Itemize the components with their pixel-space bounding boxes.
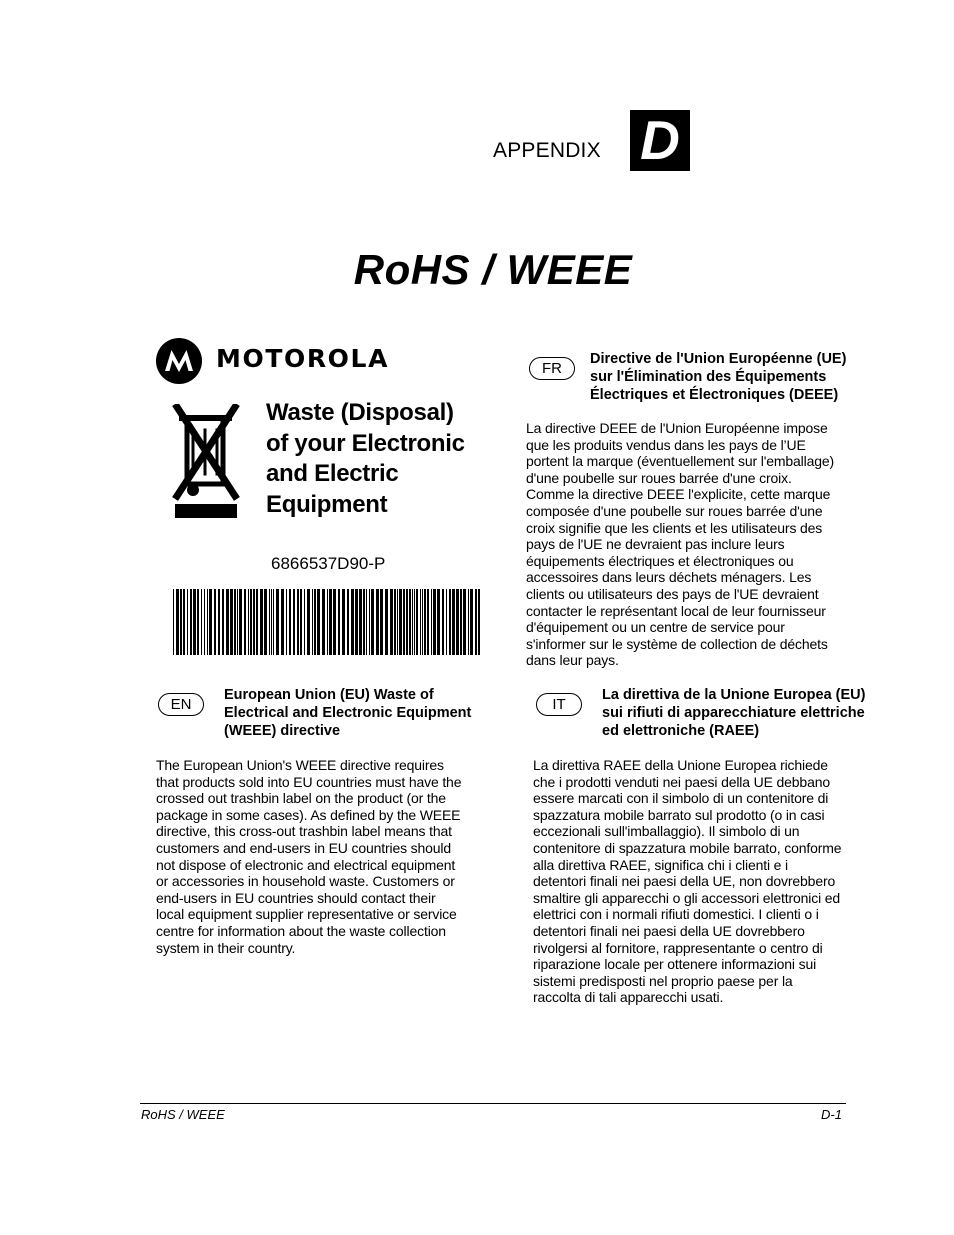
barcode-bar bbox=[371, 589, 374, 655]
barcode-bar bbox=[214, 589, 216, 655]
barcode-bar bbox=[351, 589, 354, 655]
barcode-bar bbox=[300, 589, 302, 655]
barcode-bar bbox=[218, 589, 220, 655]
body-line: dans leur pays. bbox=[526, 652, 619, 669]
barcode-bar bbox=[244, 589, 246, 655]
barcode-bar bbox=[385, 589, 388, 655]
body-line: detentori finali nei paesi della UE dovrebbero bbox=[533, 922, 805, 939]
barcode-bar bbox=[475, 589, 477, 655]
barcode-bar bbox=[187, 589, 188, 655]
fr-body bbox=[526, 420, 876, 669]
barcode-bar bbox=[234, 589, 236, 655]
barcode-bar bbox=[256, 589, 258, 655]
body-line: La directive DEEE de l'Union Européenne impose bbox=[526, 420, 828, 436]
heading-line: La direttiva de la Unione Europea (EU) bbox=[602, 687, 866, 703]
language-badge-en: EN bbox=[158, 693, 204, 716]
barcode-bar bbox=[297, 589, 299, 655]
body-line: alla direttiva RAEE, significa chi i clienti e i bbox=[533, 856, 789, 873]
barcode-bar bbox=[180, 589, 182, 655]
barcode-bar bbox=[304, 589, 305, 655]
barcode-bar bbox=[250, 589, 252, 655]
barcode-bar bbox=[314, 589, 316, 655]
barcode-bar bbox=[427, 589, 429, 655]
barcode-bar bbox=[338, 589, 340, 655]
body-line: elettrici con i normali rifiuti domestici. I clienti o i bbox=[533, 906, 819, 923]
crossed-out-wheelie-bin-icon bbox=[171, 404, 241, 522]
barcode-bar bbox=[424, 589, 426, 655]
brand-name: MOTOROLA bbox=[216, 344, 390, 373]
barcode-bar bbox=[317, 589, 320, 655]
barcode-bar bbox=[276, 589, 279, 655]
barcode-bar bbox=[446, 589, 447, 655]
body-line: composée d'une poubelle sur roues barrée d'une bbox=[526, 502, 823, 519]
barcode-bar bbox=[193, 589, 196, 655]
heading-line: Electrical and Electronic Equipment bbox=[224, 705, 472, 721]
body-line: eccezionali sull'imballaggio). Il simbolo di un bbox=[533, 823, 800, 840]
language-badge-fr: FR bbox=[529, 357, 575, 380]
appendix-label: APPENDIX bbox=[493, 139, 601, 162]
barcode-bar bbox=[437, 589, 440, 655]
barcode-bar bbox=[406, 589, 408, 655]
barcode-bar bbox=[422, 589, 423, 655]
barcode-bar bbox=[253, 589, 255, 655]
waste-heading-line: and Electric bbox=[266, 460, 399, 487]
heading-line: Électriques et Électroniques (DEEE) bbox=[590, 387, 839, 403]
body-line: The European Union's WEEE directive requires bbox=[156, 757, 444, 773]
barcode-bar bbox=[260, 589, 263, 655]
barcode-bar bbox=[416, 589, 418, 655]
barcode-bar bbox=[209, 589, 212, 655]
body-line: crossed out trashbin label on the product (or the bbox=[156, 790, 446, 807]
body-line: pays de l'UE ne devraient pas inclure leurs bbox=[526, 536, 785, 553]
waste-heading-line: Equipment bbox=[266, 490, 388, 518]
barcode-bar bbox=[460, 589, 462, 655]
barcode-bar bbox=[281, 589, 284, 655]
barcode-bar bbox=[442, 589, 444, 655]
appendix-letter-box: D bbox=[630, 110, 690, 171]
barcode-bar bbox=[333, 589, 336, 655]
language-badge-it: IT bbox=[536, 693, 582, 716]
barcode-bar bbox=[414, 589, 415, 655]
barcode-bar bbox=[342, 589, 345, 655]
barcode-bar bbox=[456, 589, 459, 655]
barcode-bar bbox=[399, 589, 402, 655]
body-line: che i prodotti venduti nei paesi della UE debbano bbox=[533, 773, 830, 790]
en-body bbox=[156, 757, 508, 956]
body-line: directive, this cross-out trashbin label means that bbox=[156, 823, 452, 840]
barcode-bar bbox=[390, 589, 393, 655]
body-line: detentori finali nei paesi della UE, non dovrebbero bbox=[533, 873, 836, 890]
body-line: local equipment supplier representative or service bbox=[156, 906, 457, 923]
barcode-bar bbox=[197, 589, 199, 655]
barcode-bar bbox=[347, 589, 349, 655]
body-line: riparazione locale per ottenere informazioni sui bbox=[533, 956, 817, 973]
barcode-bar bbox=[452, 589, 455, 655]
waste-heading-line: Waste (Disposal) bbox=[266, 399, 454, 426]
waste-disposal-heading bbox=[266, 398, 506, 520]
barcode-bar bbox=[271, 589, 272, 655]
it-heading bbox=[602, 686, 892, 740]
body-line: que les produits vendus dans les pays de l’UE bbox=[526, 436, 806, 453]
barcode-bar bbox=[366, 589, 367, 655]
barcode-bar bbox=[359, 589, 362, 655]
body-line: portent la marque (éventuellement sur l'emballage) bbox=[526, 453, 835, 470]
barcode-bar bbox=[264, 589, 267, 655]
body-line: system in their country. bbox=[156, 939, 296, 956]
body-line: La direttiva RAEE della Unione Europea richiede bbox=[533, 757, 828, 773]
page-title: RoHS / WEEE bbox=[353, 246, 633, 293]
body-line: clients ou utilisateurs des pays de l'UE devraient bbox=[526, 585, 819, 602]
barcode-bar bbox=[403, 589, 405, 655]
barcode-bar bbox=[433, 589, 436, 655]
barcode-bar bbox=[468, 589, 469, 655]
barcode-bar bbox=[273, 589, 274, 655]
barcode-bar bbox=[239, 589, 242, 655]
body-line: package in some cases). As defined by the WEEE bbox=[156, 806, 461, 823]
barcode-bar bbox=[207, 589, 208, 655]
barcode-bar bbox=[226, 589, 229, 655]
barcode-bar bbox=[394, 589, 396, 655]
barcode-bar bbox=[176, 589, 179, 655]
body-line: accessoires dans leurs déchets ménagers. Les bbox=[526, 569, 812, 586]
body-line: or accessories in household waste. Customers or bbox=[156, 873, 455, 890]
barcode-bar bbox=[409, 589, 411, 655]
heading-line: Directive de l'Union Européenne (UE) bbox=[590, 351, 847, 367]
footer-title: RoHS / WEEE bbox=[141, 1107, 225, 1122]
body-line: centre for information about the waste collection bbox=[156, 922, 446, 939]
barcode-bar bbox=[286, 589, 287, 655]
barcode-bar bbox=[478, 589, 480, 655]
barcode-bar bbox=[307, 589, 310, 655]
body-line: Comme la directive DEEE l'explicite, cette marque bbox=[526, 486, 831, 503]
body-line: end-users in EU countries should contact their bbox=[156, 889, 436, 906]
barcode-bar bbox=[269, 589, 270, 655]
fr-heading bbox=[590, 350, 880, 404]
heading-line: sur l'Élimination des Équipements bbox=[590, 369, 827, 385]
en-heading bbox=[224, 686, 514, 740]
barcode-bar bbox=[369, 589, 370, 655]
heading-line: (WEEE) directive bbox=[224, 723, 341, 739]
barcode-bar bbox=[312, 589, 313, 655]
barcode-bar bbox=[183, 589, 185, 655]
body-line: smaltire gli apparecchi o gli accessori elettronici ed bbox=[533, 889, 841, 906]
part-number: 6866537D90-P bbox=[271, 554, 386, 573]
barcode-bar bbox=[230, 589, 233, 655]
barcode-bar bbox=[355, 589, 358, 655]
heading-line: sui rifiuti di apparecchiature elettriche bbox=[602, 705, 865, 721]
heading-line: European Union (EU) Waste of bbox=[224, 687, 434, 703]
barcode-bar bbox=[190, 589, 192, 655]
barcode-bar bbox=[376, 589, 379, 655]
barcode-bar bbox=[204, 589, 205, 655]
barcode-bar bbox=[322, 589, 325, 655]
body-line: équipements électriques et électroniques ou bbox=[526, 552, 794, 569]
body-line: not dispose of electronic and electrical equipment bbox=[156, 856, 456, 873]
barcode-bar bbox=[380, 589, 383, 655]
page-number: D-1 bbox=[821, 1107, 842, 1122]
barcode bbox=[173, 589, 484, 655]
barcode-bar bbox=[293, 589, 295, 655]
barcode-bar bbox=[449, 589, 451, 655]
body-line: croix signifie que les clients et les utilisateurs des bbox=[526, 519, 823, 536]
barcode-bar bbox=[173, 589, 174, 655]
barcode-bar bbox=[289, 589, 291, 655]
barcode-bar bbox=[329, 589, 332, 655]
body-line: contacter le représentant local de leur fournisseur bbox=[526, 602, 826, 619]
body-line: raccolta di tali apparecchi usati. bbox=[533, 989, 724, 1006]
body-line: d'une poubelle sur roues barrée d'une croix. bbox=[526, 469, 792, 486]
body-line: d'équipement ou un centre de service pour bbox=[526, 619, 785, 636]
body-line: rivolgersi al fornitore, rappresentante o centro di bbox=[533, 939, 823, 956]
barcode-bar bbox=[222, 589, 224, 655]
barcode-bar bbox=[412, 589, 413, 655]
body-line: customers and end-users in EU countries should bbox=[156, 839, 452, 856]
barcode-bar bbox=[431, 589, 432, 655]
body-line: sistemi predisposti nel proprio paese per la bbox=[533, 972, 793, 989]
waste-heading-line: of your Electronic bbox=[266, 429, 465, 457]
barcode-bar bbox=[463, 589, 466, 655]
barcode-bar bbox=[363, 589, 365, 655]
motorola-logo-icon bbox=[156, 338, 202, 384]
barcode-bar bbox=[237, 589, 238, 655]
footer-divider bbox=[140, 1103, 846, 1104]
body-line: contenitore di spazzatura mobile barrato, conforme bbox=[533, 839, 842, 856]
barcode-bar bbox=[248, 589, 249, 655]
body-line: s'informer sur le système de collection de déchets bbox=[526, 635, 828, 652]
barcode-bar bbox=[470, 589, 473, 655]
body-line: spazzatura mobile barrato sul prodotto (o in casi bbox=[533, 806, 825, 823]
it-body bbox=[533, 757, 883, 1006]
barcode-bar bbox=[327, 589, 328, 655]
barcode-bar bbox=[397, 589, 398, 655]
barcode-bar bbox=[420, 589, 421, 655]
body-line: essere marcati con il simbolo di un contenitore di bbox=[533, 790, 829, 807]
heading-line: ed elettroniche (RAEE) bbox=[602, 723, 760, 739]
body-line: that products sold into EU countries must have the bbox=[156, 773, 462, 790]
barcode-bar bbox=[201, 589, 202, 655]
